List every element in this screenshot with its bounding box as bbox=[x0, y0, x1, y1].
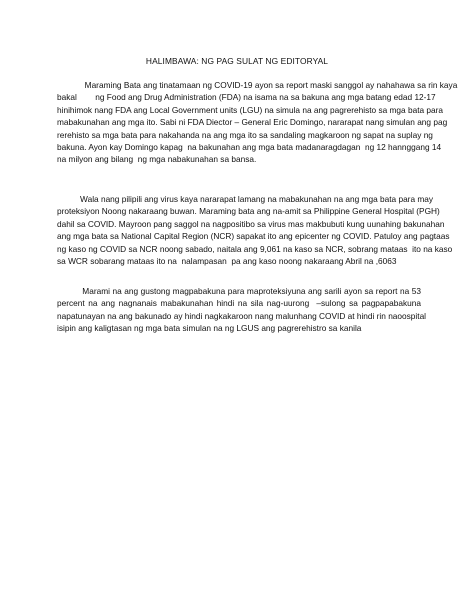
document-title: HALIMBAWA: NG PAG SULAT NG EDITORYAL bbox=[145, 56, 329, 66]
paragraph-2 bbox=[57, 193, 453, 267]
paragraph-line: proteksiyon Noong nakaraang buwan. Maraming bata ang na-amit sa Philippine General Hospital (PGH) bbox=[57, 206, 440, 217]
paragraph-line: Wala nang pilipili ang virus kaya nararapat lamang na mabakunahan na ang mga bata para may bbox=[57, 194, 434, 204]
paragraph-line: rerehisto sa mga bata para nakahanda na ang mga ito sa sandaling magkaroon ng sapat na suplay ng bbox=[57, 129, 433, 140]
paragraph-line: bakuna. Ayon kay Domingo kapag na bakunahan ang mga bata madanaragdagan ng 12 hannggang 14 bbox=[57, 142, 442, 153]
paragraph-line: percent na ang nagnanais mabakunahan hindi na sila nag-uurong –sulong sa pagpapabakuna bbox=[57, 298, 421, 309]
paragraph-line: isipin ang kaligtasan ng mga bata simulan na ng LGUS ang pagrerehistro sa kanila bbox=[57, 323, 362, 334]
paragraph-line: hinihimok nang FDA ang Local Government units (LGU) na simula na ang pagrerehisto sa mga bata para bbox=[57, 104, 444, 115]
paragraph-line: na milyon ang bilang ng mga nabakunahan sa bansa. bbox=[57, 154, 257, 165]
paragraph-line: Maraming Bata ang tinatamaan ng COVID-19 ayon sa report maski sanggol ay nahahawa sa rin kaya bbox=[57, 80, 458, 90]
paragraph-line: dahil sa COVID. Mayroon pang saggol na nagpositibo sa virus mas makbubuti kung uunahing bakunahan bbox=[57, 218, 445, 229]
paragraph-line: Marami na ang gustong magpabakuna para maproteksiyuna ang sarili ayon sa report na 53 bbox=[57, 286, 421, 296]
paragraph-line: mabakunahan ang mga ito. Sabi ni FDA Diector – General Eric Domingo, nararapat nang simulan ang pag bbox=[57, 117, 448, 128]
paragraph-3 bbox=[57, 285, 427, 335]
paragraph-line: bakal ng Food ang Drug Administration (FDA) na isama na sa bakuna ang mga batang edad 12-17 bbox=[57, 92, 436, 103]
paragraph-1 bbox=[57, 79, 458, 166]
paragraph-line: napatunayan na ang bakunado ay hindi nagkakaroon nang malunhang COVID at hindi rin naoospital bbox=[57, 310, 427, 321]
paragraph-line: sa WCR sobarang mataas ito na nalampasan pa ang kaso noong nakaraang Abril na ,6063 bbox=[57, 256, 397, 267]
paragraph-line: ang mga bata sa National Capital Region (NCR) sapakat ito ang epicenter ng COVID. Patuloy ang pagtaas bbox=[57, 231, 450, 242]
paragraph-line: ng kaso ng COVID sa NCR noong sabado, naitala ang 9,061 na kaso sa NCR, sobrang mataas ito na kaso bbox=[57, 243, 453, 254]
